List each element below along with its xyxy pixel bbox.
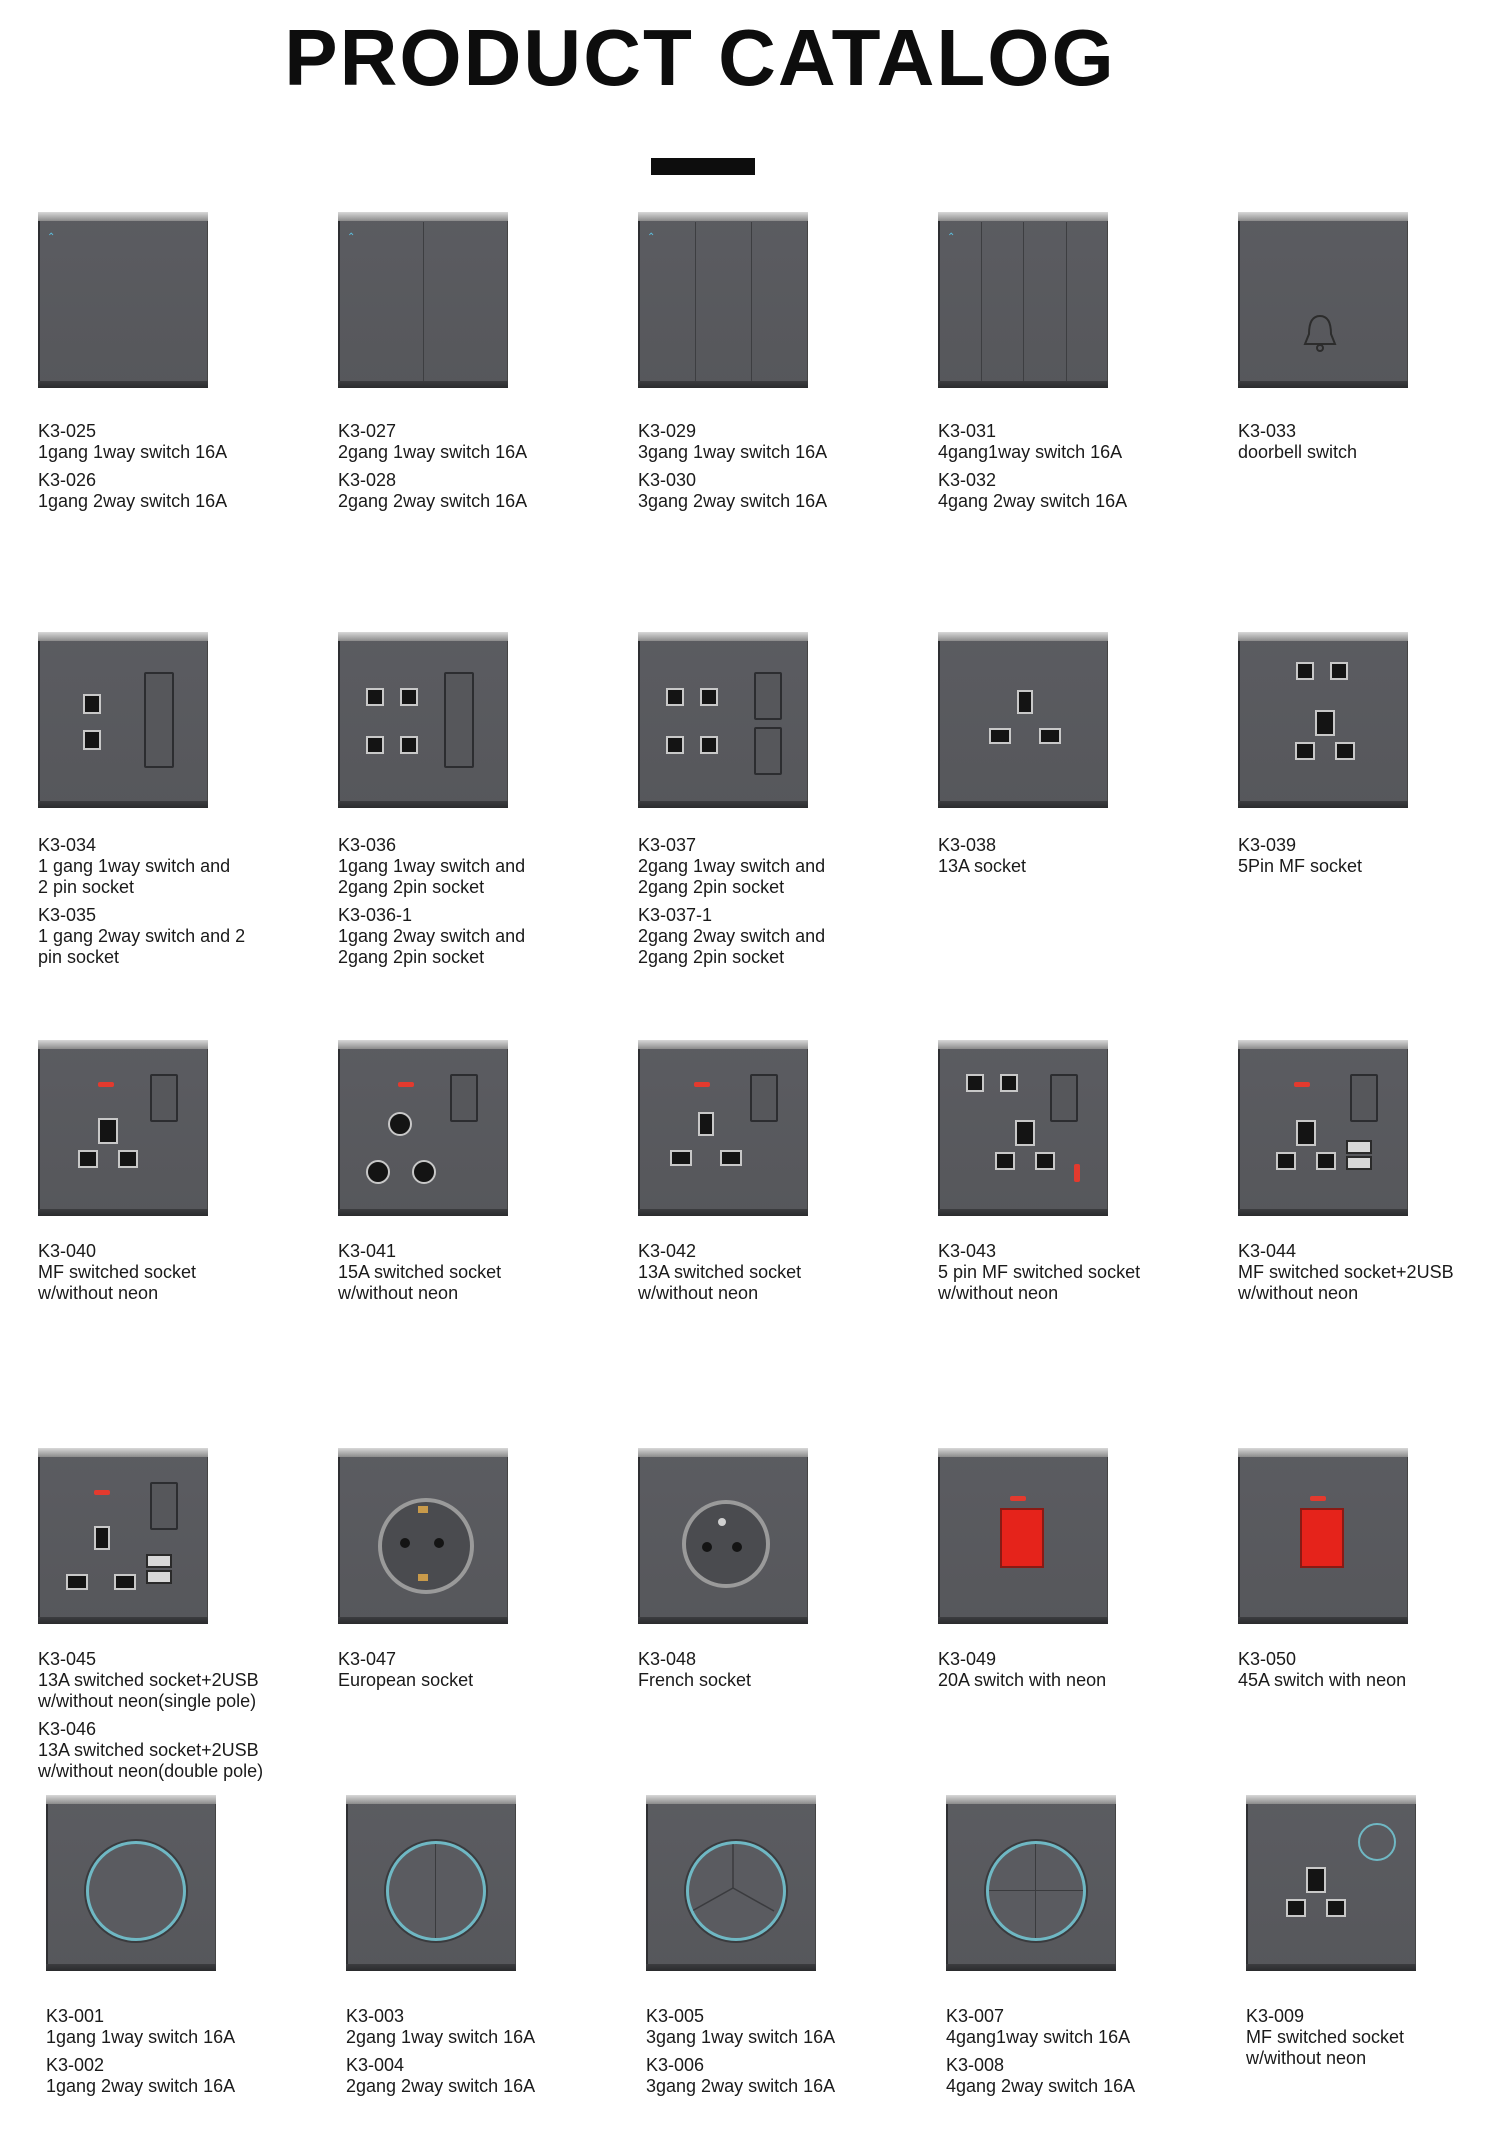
neon-indicator <box>398 1082 414 1087</box>
neon-indicator <box>1074 1164 1080 1182</box>
bell-icon <box>1300 312 1340 354</box>
product-description: 3gang 1way switch 16A <box>646 2027 836 2047</box>
label-group <box>1238 421 1500 463</box>
product-labels <box>1238 1241 1500 1311</box>
product-labels <box>638 1241 938 1311</box>
13a-switched-socket-usb-icon <box>38 1448 208 1624</box>
product-code: K3-001 <box>46 2006 105 2026</box>
product-code: K3-004 <box>346 2055 405 2075</box>
product-labels <box>38 1649 338 1789</box>
product-description: MF switched socket+2USB <box>1238 1262 1454 1282</box>
round-switch-1gang-icon <box>46 1795 216 1971</box>
socket-hole <box>700 736 718 754</box>
label-group <box>38 835 338 898</box>
product-code: K3-028 <box>338 470 397 490</box>
button-divider <box>435 1844 436 1938</box>
product-code: K3-026 <box>38 470 97 490</box>
socket-hole <box>995 1152 1015 1170</box>
socket-hole <box>98 1118 118 1144</box>
product-description: pin socket <box>38 947 120 967</box>
product-description: 4gang 2way switch 16A <box>946 2076 1136 2096</box>
product-code: K3-039 <box>1238 835 1297 855</box>
socket-hole <box>1296 1120 1316 1146</box>
product-code: K3-038 <box>938 835 997 855</box>
socket-hole <box>1039 728 1061 744</box>
label-group <box>1246 2006 1500 2069</box>
round-button <box>686 1841 786 1941</box>
product-labels <box>1238 421 1500 470</box>
product-card <box>38 212 308 511</box>
label-group <box>946 2006 1246 2048</box>
product-labels <box>638 421 938 519</box>
product-code: K3-009 <box>1246 2006 1305 2026</box>
round-button <box>86 1841 186 1941</box>
product-code: K3-048 <box>638 1649 697 1669</box>
european-socket-icon <box>338 1448 508 1624</box>
product-card <box>38 632 308 967</box>
product-description: 5 pin MF switched socket <box>938 1262 1141 1282</box>
product-description: 4gang 2way switch 16A <box>938 491 1128 511</box>
switch-2gang-2pin-socket-icon <box>338 632 508 808</box>
product-description: MF switched socket <box>1246 2027 1405 2047</box>
round-switch-3gang-icon <box>646 1795 816 1971</box>
product-description: 20A switch with neon <box>938 1670 1107 1690</box>
socket-hole <box>366 688 384 706</box>
label-group <box>638 835 938 898</box>
product-description: w/without neon <box>638 1283 759 1303</box>
switch-3gang-icon <box>638 212 808 388</box>
product-labels <box>1246 2006 1500 2076</box>
rocker-switch <box>754 727 782 775</box>
title-underline <box>651 158 755 175</box>
product-description: 2gang 2way switch 16A <box>338 491 528 511</box>
red-rocker <box>1000 1508 1044 1568</box>
socket-hole <box>670 1150 692 1166</box>
product-description: 15A switched socket <box>338 1262 502 1282</box>
label-group <box>938 421 1238 463</box>
product-code: K3-037 <box>638 835 697 855</box>
rocker-switch <box>1050 1074 1078 1122</box>
product-labels <box>1238 835 1500 884</box>
product-labels <box>38 1241 338 1311</box>
earth-pin <box>718 1518 726 1526</box>
5pin-mf-socket-icon <box>1238 632 1408 808</box>
doorbell-switch-icon <box>1238 212 1408 388</box>
product-card <box>1246 1795 1500 2068</box>
rocker-divider <box>1023 222 1024 381</box>
socket-hole <box>1315 710 1335 736</box>
product-card <box>346 1795 616 2096</box>
switch-4gang-icon <box>938 212 1108 388</box>
label-group <box>938 835 1238 877</box>
label-group <box>938 1241 1238 1304</box>
label-group <box>38 1241 338 1304</box>
label-group <box>38 1719 338 1782</box>
socket-hole <box>1017 690 1033 714</box>
product-description: 2gang 2pin socket <box>638 877 785 897</box>
mf-switched-socket-usb-icon <box>1238 1040 1408 1216</box>
socket-hole <box>434 1538 444 1548</box>
usb-port <box>1346 1140 1372 1154</box>
product-card <box>1238 212 1500 462</box>
label-group <box>646 2055 946 2097</box>
product-description: 13A switched socket+2USB <box>38 1740 259 1760</box>
product-labels <box>938 421 1238 519</box>
product-labels <box>646 2006 946 2104</box>
product-description: French socket <box>638 1670 752 1690</box>
socket-hole <box>1015 1120 1035 1146</box>
product-description: 2gang 2pin socket <box>338 877 485 897</box>
product-labels <box>638 1649 938 1698</box>
product-labels <box>46 2006 346 2104</box>
product-description: 3gang 2way switch 16A <box>646 2076 836 2096</box>
product-description: w/without neon <box>1238 1283 1359 1303</box>
13a-switched-socket-icon <box>638 1040 808 1216</box>
led-indicator-icon: ⌃ <box>647 232 656 243</box>
led-indicator-icon: ⌃ <box>347 232 356 243</box>
label-group <box>638 470 938 512</box>
socket-hole <box>66 1574 88 1590</box>
product-card <box>38 1448 308 1781</box>
product-labels <box>638 835 938 975</box>
product-code: K3-033 <box>1238 421 1297 441</box>
label-group <box>946 2055 1246 2097</box>
french-socket-icon <box>638 1448 808 1624</box>
product-card <box>646 1795 916 2096</box>
label-group <box>338 835 638 898</box>
product-card <box>38 1040 308 1303</box>
rocker-switch <box>150 1074 178 1122</box>
product-card <box>1238 632 1500 876</box>
product-code: K3-030 <box>638 470 697 490</box>
label-group <box>346 2006 646 2048</box>
label-group <box>338 470 638 512</box>
product-code: K3-037-1 <box>638 905 713 925</box>
product-code: K3-034 <box>38 835 97 855</box>
label-group <box>638 1241 938 1304</box>
product-description: 2gang 1way switch 16A <box>346 2027 536 2047</box>
usb-port <box>146 1570 172 1584</box>
product-card <box>638 1040 908 1303</box>
label-group <box>938 1649 1238 1691</box>
45a-switch-neon-icon <box>1238 1448 1408 1624</box>
product-labels <box>346 2006 646 2104</box>
label-group <box>38 421 338 463</box>
product-description: 3gang 2way switch 16A <box>638 491 828 511</box>
product-code: K3-003 <box>346 2006 405 2026</box>
15a-switched-socket-icon <box>338 1040 508 1216</box>
product-description: w/without neon <box>1246 2048 1367 2068</box>
product-description: w/without neon <box>938 1283 1059 1303</box>
product-description: 2gang 1way switch 16A <box>338 442 528 462</box>
product-card <box>938 212 1208 511</box>
product-code: K3-007 <box>946 2006 1005 2026</box>
product-description: w/without neon(single pole) <box>38 1691 257 1711</box>
product-card <box>338 1448 608 1690</box>
product-labels <box>338 1649 638 1698</box>
product-card <box>938 1448 1208 1690</box>
round-switch-2gang-icon <box>346 1795 516 1971</box>
socket-hole <box>1035 1152 1055 1170</box>
product-code: K3-042 <box>638 1241 697 1261</box>
product-card <box>1238 1040 1500 1303</box>
socket-hole <box>118 1150 138 1168</box>
product-code: K3-008 <box>946 2055 1005 2075</box>
product-code: K3-031 <box>938 421 997 441</box>
product-code: K3-036-1 <box>338 905 413 925</box>
product-card <box>946 1795 1216 2096</box>
product-code: K3-041 <box>338 1241 397 1261</box>
product-code: K3-035 <box>38 905 97 925</box>
product-code: K3-006 <box>646 2055 705 2075</box>
rocker-divider <box>423 222 424 381</box>
label-group <box>938 470 1238 512</box>
label-group <box>38 470 338 512</box>
product-card <box>338 632 608 967</box>
product-description: 5Pin MF socket <box>1238 856 1363 876</box>
product-description: 1 gang 2way switch and 2 <box>38 926 246 946</box>
13a-socket-icon <box>938 632 1108 808</box>
product-card <box>338 212 608 511</box>
label-group <box>638 1649 938 1691</box>
neon-indicator <box>1310 1496 1326 1501</box>
mf-switched-socket-icon <box>38 1040 208 1216</box>
socket-hole <box>666 736 684 754</box>
socket-hole <box>366 1160 390 1184</box>
page-title: PRODUCT CATALOG <box>284 13 1116 102</box>
label-group <box>1238 1649 1500 1691</box>
label-group <box>38 905 338 968</box>
rocker-switch <box>150 1482 178 1530</box>
product-code: K3-027 <box>338 421 397 441</box>
product-labels <box>38 835 338 975</box>
socket-hole <box>720 1150 742 1166</box>
product-code: K3-002 <box>46 2055 105 2075</box>
label-group <box>1238 1241 1500 1304</box>
product-code: K3-044 <box>1238 1241 1297 1261</box>
product-description: 3gang 1way switch 16A <box>638 442 828 462</box>
product-code: K3-050 <box>1238 1649 1297 1669</box>
button-divider <box>989 1890 1083 1891</box>
rocker-divider <box>981 222 982 381</box>
socket-hole <box>1335 742 1355 760</box>
product-description: 1gang 1way switch and <box>338 856 526 876</box>
5pin-mf-switched-socket-icon <box>938 1040 1108 1216</box>
product-code: K3-025 <box>38 421 97 441</box>
product-card <box>638 1448 908 1690</box>
usb-port <box>1346 1156 1372 1170</box>
label-group <box>338 1241 638 1304</box>
neon-indicator <box>1010 1496 1026 1501</box>
product-description: w/without neon <box>338 1283 459 1303</box>
product-code: K3-049 <box>938 1649 997 1669</box>
switch-2gang-icon <box>338 212 508 388</box>
product-description: 2 pin socket <box>38 877 135 897</box>
product-description: 1gang 2way switch 16A <box>46 2076 236 2096</box>
socket-hole <box>702 1542 712 1552</box>
usb-port <box>146 1554 172 1568</box>
product-description: European socket <box>338 1670 474 1690</box>
rocker-divider <box>695 222 696 381</box>
product-description: 2gang 2way switch 16A <box>346 2076 536 2096</box>
socket-hole <box>1330 662 1348 680</box>
socket-hole <box>1286 1899 1306 1917</box>
product-labels <box>938 1649 1238 1698</box>
round-mf-switched-socket-icon <box>1246 1795 1416 1971</box>
led-indicator-icon: ⌃ <box>47 232 56 243</box>
socket-hole <box>1000 1074 1018 1092</box>
socket-hole <box>400 736 418 754</box>
product-description: 2gang 2pin socket <box>338 947 485 967</box>
socket-hole <box>412 1160 436 1184</box>
socket-hole <box>400 688 418 706</box>
product-card <box>338 1040 608 1303</box>
socket-hole <box>1306 1867 1326 1893</box>
label-group <box>638 421 938 463</box>
label-group <box>46 2055 346 2097</box>
label-group <box>338 1649 638 1691</box>
product-labels <box>946 2006 1246 2104</box>
round-button <box>386 1841 486 1941</box>
socket-hole <box>1326 1899 1346 1917</box>
label-group <box>38 1649 338 1712</box>
product-code: K3-036 <box>338 835 397 855</box>
product-description: 1gang 2way switch and <box>338 926 526 946</box>
product-description: 2gang 2way switch and <box>638 926 826 946</box>
socket-hole <box>366 736 384 754</box>
round-button <box>986 1841 1086 1941</box>
product-description: 13A switched socket+2USB <box>38 1670 259 1690</box>
socket-hole <box>388 1112 412 1136</box>
product-labels <box>338 421 638 519</box>
product-code: K3-045 <box>38 1649 97 1669</box>
label-group <box>638 905 938 968</box>
product-labels <box>938 835 1238 884</box>
product-code: K3-046 <box>38 1719 97 1739</box>
rocker-switch <box>450 1074 478 1122</box>
product-description: w/without neon(double pole) <box>38 1761 264 1781</box>
label-group <box>1238 835 1500 877</box>
socket-hole <box>700 688 718 706</box>
product-code: K3-029 <box>638 421 697 441</box>
product-card <box>46 1795 316 2096</box>
product-code: K3-032 <box>938 470 997 490</box>
product-card <box>938 632 1208 876</box>
earth-clip <box>418 1574 428 1581</box>
rocker-divider <box>1066 222 1067 381</box>
neon-indicator <box>694 1082 710 1087</box>
20a-switch-neon-icon <box>938 1448 1108 1624</box>
label-group <box>46 2006 346 2048</box>
2gang-switch-2gang-2pin-socket-icon <box>638 632 808 808</box>
product-card <box>1238 1448 1500 1690</box>
product-code: K3-005 <box>646 2006 705 2026</box>
neon-indicator <box>94 1490 110 1495</box>
socket-hole <box>1295 742 1315 760</box>
neon-indicator <box>1294 1082 1310 1087</box>
socket-hole <box>989 728 1011 744</box>
product-labels <box>38 421 338 519</box>
product-description: 13A socket <box>938 856 1027 876</box>
product-labels <box>1238 1649 1500 1698</box>
switch-1gang-icon <box>38 212 208 388</box>
rocker-switch <box>144 672 174 768</box>
socket-ring <box>682 1500 770 1588</box>
socket-hole <box>83 730 101 750</box>
earth-clip <box>418 1506 428 1513</box>
product-description: w/without neon <box>38 1283 159 1303</box>
socket-hole <box>400 1538 410 1548</box>
product-description: MF switched socket <box>38 1262 197 1282</box>
socket-hole <box>78 1150 98 1168</box>
product-labels <box>338 835 638 975</box>
rocker-switch <box>754 672 782 720</box>
label-group <box>338 421 638 463</box>
product-description: 1gang 2way switch 16A <box>38 491 228 511</box>
socket-hole <box>698 1112 714 1136</box>
red-rocker <box>1300 1508 1344 1568</box>
product-code: K3-043 <box>938 1241 997 1261</box>
product-code: K3-047 <box>338 1649 397 1669</box>
led-indicator-icon: ⌃ <box>947 232 956 243</box>
socket-hole <box>966 1074 984 1092</box>
product-card <box>638 632 908 967</box>
socket-hole <box>732 1542 742 1552</box>
switch-2pin-socket-icon <box>38 632 208 808</box>
product-description: doorbell switch <box>1238 442 1358 462</box>
product-labels <box>938 1241 1238 1311</box>
product-labels <box>338 1241 638 1311</box>
product-card <box>938 1040 1208 1303</box>
product-description: 1gang 1way switch 16A <box>46 2027 236 2047</box>
rocker-switch <box>1350 1074 1378 1122</box>
socket-hole <box>83 694 101 714</box>
product-description: 4gang1way switch 16A <box>938 442 1123 462</box>
product-description: 4gang1way switch 16A <box>946 2027 1131 2047</box>
socket-hole <box>94 1526 110 1550</box>
product-description: 13A switched socket <box>638 1262 802 1282</box>
button-divider <box>1035 1844 1036 1938</box>
product-card <box>638 212 908 511</box>
product-description: 45A switch with neon <box>1238 1670 1407 1690</box>
neon-indicator <box>98 1082 114 1087</box>
rocker-switch <box>750 1074 778 1122</box>
socket-hole <box>1316 1152 1336 1170</box>
product-description: 1gang 1way switch 16A <box>38 442 228 462</box>
rocker-divider <box>751 222 752 381</box>
product-description: 2gang 2pin socket <box>638 947 785 967</box>
label-group <box>338 905 638 968</box>
round-button <box>1358 1823 1396 1861</box>
socket-hole <box>666 688 684 706</box>
rocker-switch <box>444 672 474 768</box>
round-switch-4gang-icon <box>946 1795 1116 1971</box>
socket-hole <box>1296 662 1314 680</box>
socket-hole <box>114 1574 136 1590</box>
product-description: 2gang 1way switch and <box>638 856 826 876</box>
label-group <box>346 2055 646 2097</box>
label-group <box>646 2006 946 2048</box>
socket-hole <box>1276 1152 1296 1170</box>
product-description: 1 gang 1way switch and <box>38 856 231 876</box>
product-code: K3-040 <box>38 1241 97 1261</box>
